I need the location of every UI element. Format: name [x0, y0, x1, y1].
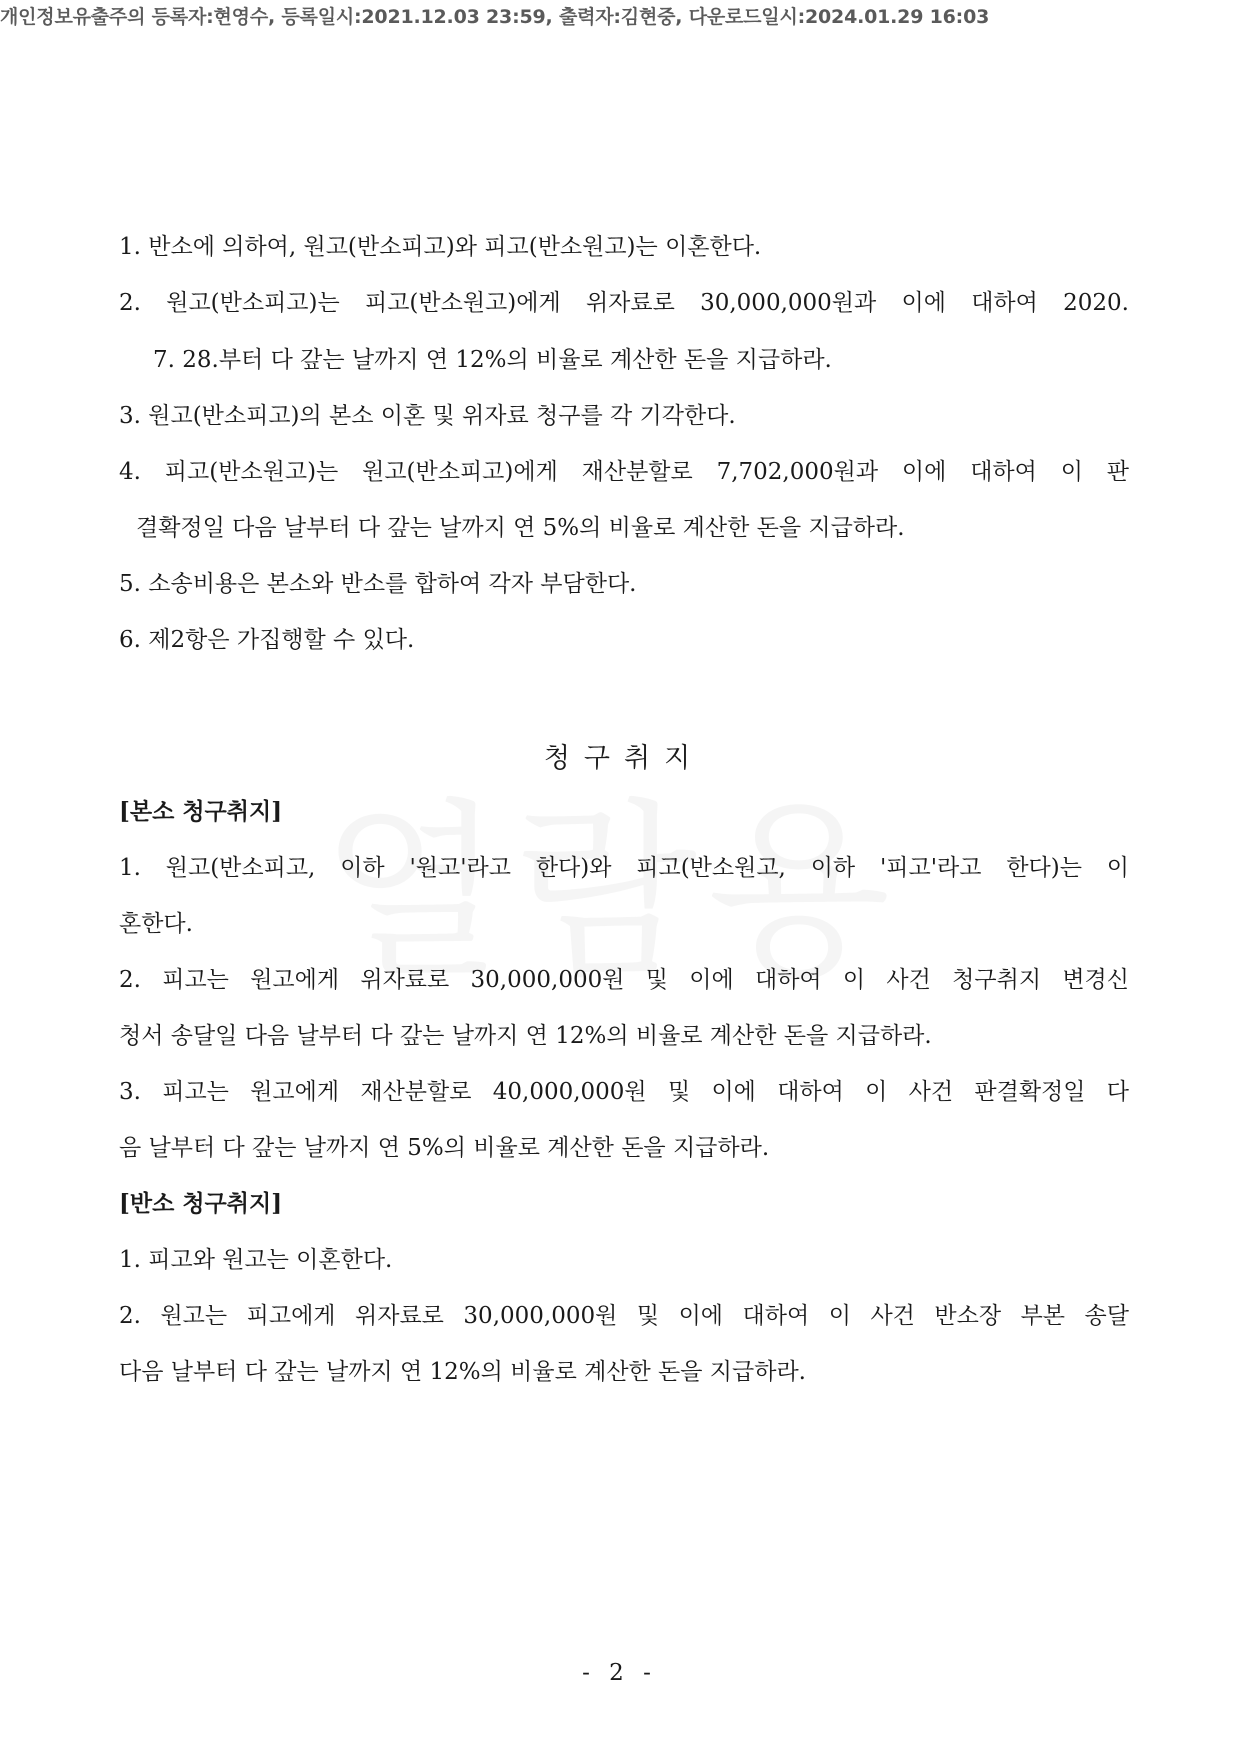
claims-section-title: 청구취지 — [543, 743, 705, 774]
judgment-item-6: 6. 제2항은 가집행할 수 있다. — [119, 627, 415, 653]
judgment-item-1: 1. 반소에 의하여, 원고(반소피고)와 피고(반소원고)는 이혼한다. — [119, 234, 762, 260]
counter-claim-heading: [반소 청구취지] — [119, 1190, 283, 1217]
main-claim-item-2: 2. 피고는 원고에게 위자료로 30,000,000원 및 이에 대하여 이 사건 청구취지 변경신 — [119, 967, 1129, 993]
counter-claim-item-2: 2. 원고는 피고에게 위자료로 30,000,000원 및 이에 대하여 이 사건 반소장 부본 송달 — [119, 1303, 1129, 1329]
main-claim-item-1: 1. 원고(반소피고, 이하 '원고'라고 한다)와 피고(반소원고, 이하 '피고'라고 한다)는 이 — [119, 855, 1129, 881]
judgment-item-2: 2. 원고(반소피고)는 피고(반소원고)에게 위자료로 30,000,000원과 이에 대하여 2020. — [119, 290, 1129, 316]
judgment-item-5: 5. 소송비용은 본소와 반소를 합하여 각자 부담한다. — [119, 571, 637, 597]
main-claim-heading: [본소 청구취지] — [119, 798, 283, 825]
page-number: - 2 - — [582, 1660, 657, 1686]
counter-claim-item-1: 1. 피고와 원고는 이혼한다. — [119, 1247, 393, 1273]
main-claim-item-1-continuation: 혼한다. — [119, 911, 193, 937]
main-claim-item-2-continuation: 청서 송달일 다음 날부터 다 갚는 날까지 연 12%의 비율로 계산한 돈을 지급하라. — [119, 1023, 932, 1049]
main-claim-item-3-continuation: 음 날부터 다 갚는 날까지 연 5%의 비율로 계산한 돈을 지급하라. — [119, 1135, 770, 1161]
judgment-item-2-continuation: 7. 28.부터 다 갚는 날까지 연 12%의 비율로 계산한 돈을 지급하라. — [153, 347, 832, 373]
counter-claim-item-2-continuation: 다음 날부터 다 갚는 날까지 연 12%의 비율로 계산한 돈을 지급하라. — [119, 1359, 806, 1385]
main-claim-item-3: 3. 피고는 원고에게 재산분할로 40,000,000원 및 이에 대하여 이 사건 판결확정일 다 — [119, 1079, 1129, 1105]
judgment-item-4: 4. 피고(반소원고)는 원고(반소피고)에게 재산분할로 7,702,000원과 이에 대하여 이 판 — [119, 459, 1129, 485]
judgment-item-3: 3. 원고(반소피고)의 본소 이혼 및 위자료 청구를 각 기각한다. — [119, 403, 736, 429]
judgment-item-4-continuation: 결확정일 다음 날부터 다 갚는 날까지 연 5%의 비율로 계산한 돈을 지급하라. — [136, 515, 905, 541]
download-stamp-header: 개인정보유출주의 등록자:현영수, 등록일시:2021.12.03 23:59, 출력자:김현중, 다운로드일시:2024.01.29 16:03 — [0, 6, 990, 28]
